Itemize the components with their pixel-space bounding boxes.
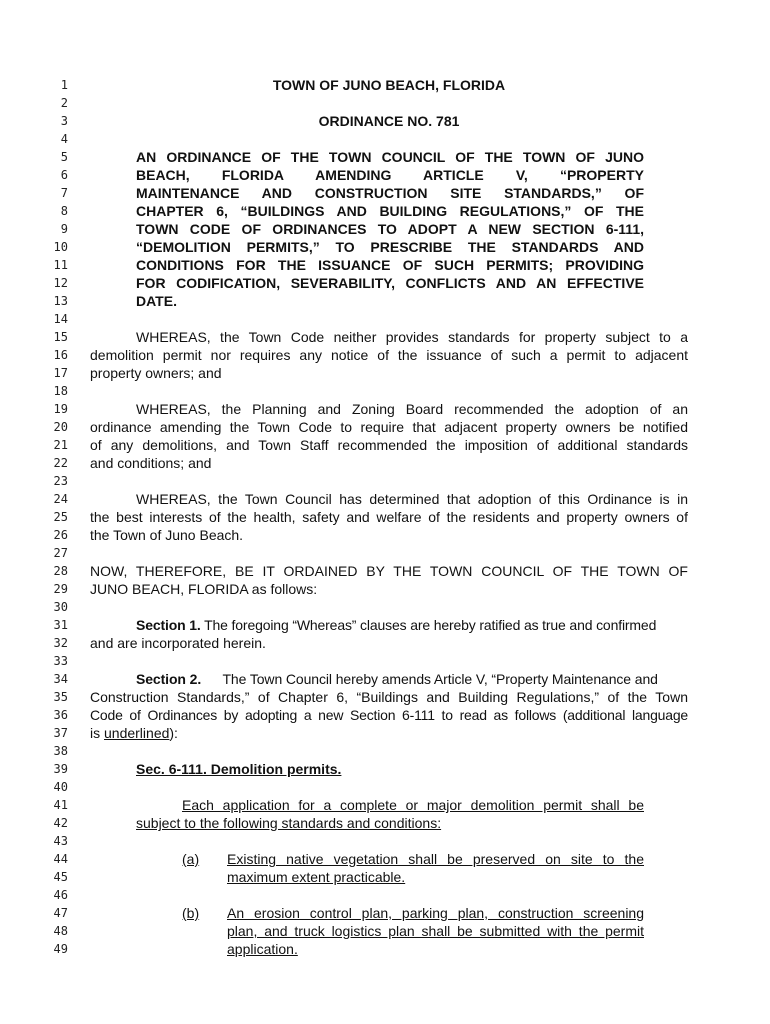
line-number: 43 (53, 834, 68, 848)
line-number: 25 (53, 510, 68, 524)
underlined-word: underlined (104, 725, 170, 741)
line-number: 35 (53, 690, 68, 704)
whereas-clause-line: the Town of Juno Beach. (90, 527, 244, 543)
caption-line: TOWN CODE OF ORDINANCES TO ADOPT A NEW SECTION 6-111, (136, 221, 644, 237)
section-1-label: Section 1. (136, 617, 201, 633)
line-number: 2 (60, 96, 68, 110)
line-number: 5 (60, 150, 68, 164)
line-number: 7 (60, 186, 68, 200)
line-number: 26 (53, 528, 68, 542)
line-number: 33 (53, 654, 68, 668)
caption-line: FOR CODIFICATION, SEVERABILITY, CONFLICTS AND AN EFFECTIVE (136, 275, 644, 291)
section-2-text: ): (169, 725, 178, 741)
section-2-text: The Town Council hereby amends Article V, “Property Maintenance and (222, 671, 658, 687)
line-number: 17 (53, 366, 68, 380)
line-number: 13 (53, 294, 68, 308)
line-number: 24 (53, 492, 68, 506)
line-number: 9 (60, 222, 68, 236)
line-number: 47 (53, 906, 68, 920)
line-number: 16 (53, 348, 68, 362)
line-number: 23 (53, 474, 68, 488)
line-number: 36 (53, 708, 68, 722)
line-number: 12 (53, 276, 68, 290)
line-number: 14 (53, 312, 68, 326)
line-number: 44 (53, 852, 68, 866)
caption-line: MAINTENANCE AND CONSTRUCTION SITE STANDARDS,” OF (136, 185, 644, 201)
line-number: 39 (53, 762, 68, 776)
line-number: 11 (53, 258, 68, 272)
whereas-clause-line: of any demolitions, and Town Staff recommended the imposition of additional standards (90, 437, 688, 453)
caption-line: BEACH, FLORIDA AMENDING ARTICLE V, “PROPERTY (136, 167, 644, 183)
line-number: 37 (53, 726, 68, 740)
whereas-clause-line: demolition permit nor requires any notice of the issuance of such a permit to adjacent (90, 347, 688, 363)
document-title: TOWN OF JUNO BEACH, FLORIDA (272, 77, 506, 93)
line-number: 41 (53, 798, 68, 812)
line-number: 1 (60, 78, 68, 92)
whereas-clause-line: WHEREAS, the Town Council has determined that adoption of this Ordinance is in (136, 491, 688, 507)
line-number: 10 (53, 240, 68, 254)
line-number: 45 (53, 870, 68, 884)
item-b-line: An erosion control plan, parking plan, construction screening (227, 905, 644, 921)
caption-line: CHAPTER 6, “BUILDINGS AND BUILDING REGULATIONS,” OF THE (136, 203, 644, 219)
section-2-line (136, 670, 688, 688)
section-2-label: Section 2. (136, 671, 202, 687)
line-number: 6 (60, 168, 68, 182)
enacting-clause-line: NOW, THEREFORE, BE IT ORDAINED BY THE TOWN COUNCIL OF THE TOWN OF (90, 563, 688, 579)
line-number: 27 (53, 546, 68, 560)
caption-line: AN ORDINANCE OF THE TOWN COUNCIL OF THE TOWN OF JUNO (136, 149, 644, 165)
line-number: 22 (53, 456, 68, 470)
line-number: 4 (60, 132, 68, 146)
line-number: 30 (53, 600, 68, 614)
whereas-clause-line: WHEREAS, the Town Code neither provides standards for property subject to a (136, 329, 688, 345)
line-number: 40 (53, 780, 68, 794)
item-a-line: maximum extent practicable. (227, 869, 406, 885)
section-2-line (90, 724, 688, 742)
line-number: 31 (53, 618, 68, 632)
line-number: 48 (53, 924, 68, 938)
item-a-line: Existing native vegetation shall be preserved on site to the (227, 851, 644, 867)
line-number: 42 (53, 816, 68, 830)
intro-line: subject to the following standards and conditions: (136, 815, 442, 831)
ordinance-number: ORDINANCE NO. 781 (318, 113, 460, 129)
enacting-clause-line: JUNO BEACH, FLORIDA as follows: (90, 581, 318, 597)
line-number: 19 (53, 402, 68, 416)
whereas-clause-line: WHEREAS, the Planning and Zoning Board recommended the adoption of an (136, 401, 688, 417)
section-1-text: The foregoing “Whereas” clauses are hereby ratified as true and confirmed (204, 617, 657, 633)
intro-line: Each application for a complete or major demolition permit shall be (182, 797, 644, 813)
item-b-line: plan, and truck logistics plan shall be submitted with the permit (227, 923, 644, 939)
section-2-line: Construction Standards,” of Chapter 6, “Buildings and Building Regulations,” of the Town (90, 689, 688, 705)
section-1-line: and are incorporated herein. (90, 635, 266, 651)
item-b-line: application. (227, 941, 298, 957)
section-2-line: Code of Ordinances by adopting a new Section 6-111 to read as follows (additional language (90, 707, 688, 723)
item-a-label: (a) (182, 851, 200, 867)
line-number: 20 (53, 420, 68, 434)
line-number: 49 (53, 942, 68, 956)
line-number: 8 (60, 204, 68, 218)
line-number: 18 (53, 384, 68, 398)
line-number: 32 (53, 636, 68, 650)
whereas-clause-line: property owners; and (90, 365, 222, 381)
caption-line: “DEMOLITION PERMITS,” TO PRESCRIBE THE STANDARDS AND (136, 239, 644, 255)
whereas-clause-line: the best interests of the health, safety and welfare of the residents and property owners of (90, 509, 688, 525)
line-number: 3 (60, 114, 68, 128)
line-number: 29 (53, 582, 68, 596)
whereas-clause-line: and conditions; and (90, 455, 212, 471)
line-number: 21 (53, 438, 68, 452)
caption-line: CONDITIONS FOR THE ISSUANCE OF SUCH PERMITS; PROVIDING (136, 257, 644, 273)
section-heading: Sec. 6-111. Demolition permits. (136, 761, 342, 777)
caption-line: DATE. (136, 293, 177, 309)
line-number: 15 (53, 330, 68, 344)
line-number: 34 (53, 672, 68, 686)
line-number: 46 (53, 888, 68, 902)
section-2-text: is (90, 725, 104, 741)
item-b-label: (b) (182, 905, 200, 921)
whereas-clause-line: ordinance amending the Town Code to require that adjacent property owners be notified (90, 419, 688, 435)
line-number: 28 (53, 564, 68, 578)
section-1-line (136, 616, 688, 634)
line-number: 38 (53, 744, 68, 758)
